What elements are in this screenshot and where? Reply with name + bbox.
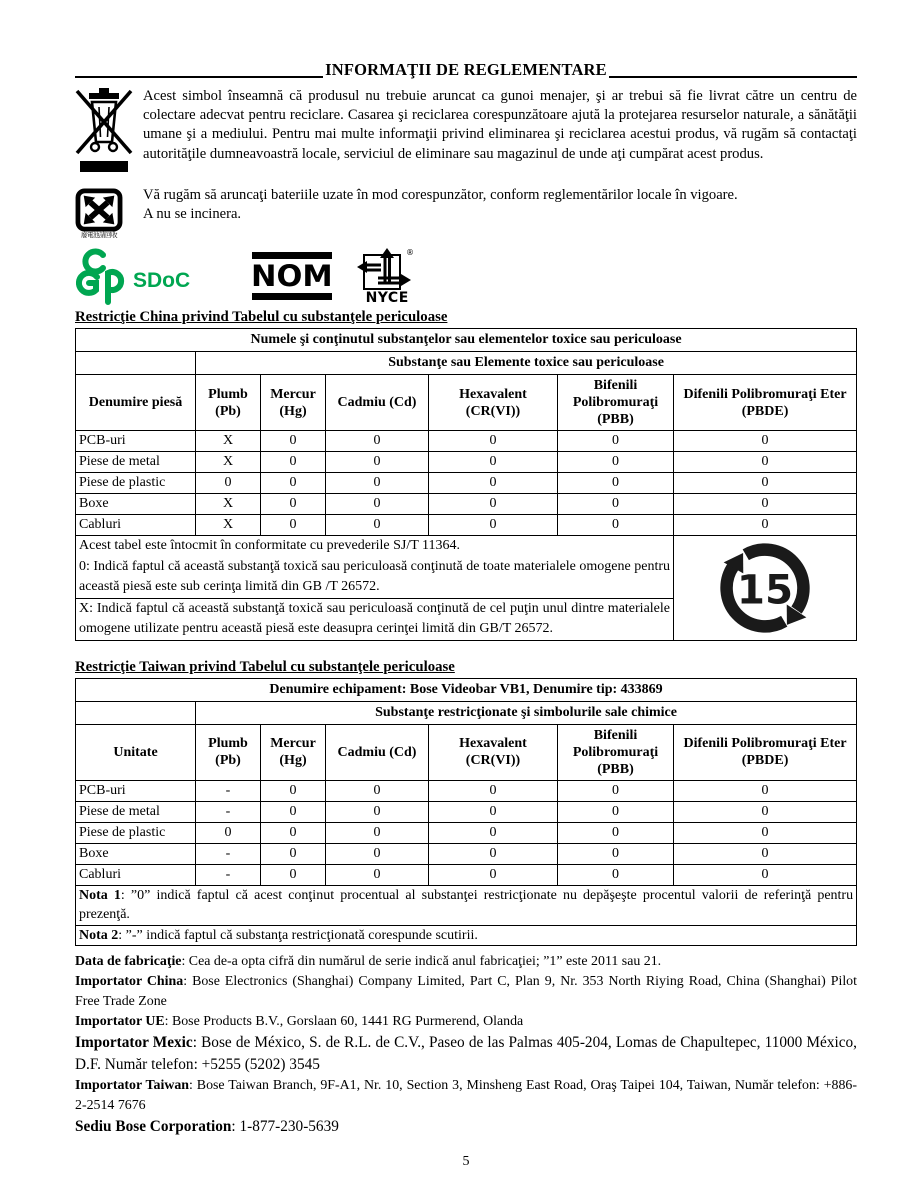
table-cell: 0: [558, 473, 674, 494]
nota2-text: : ”-” indică faptul că substanţa restricţionată corespunde scutirii.: [118, 927, 478, 943]
battery-line-1: Vă rugăm să aruncaţi bateriile uzate în mod corespunzător, conform reglementărilor locale în vigoare.: [143, 187, 738, 203]
page-number: 5: [462, 1154, 470, 1169]
efup-logo-cell: [674, 536, 857, 641]
table-row: [76, 843, 857, 864]
column-header: Unitate: [76, 724, 196, 780]
china-table-subtitle: Substanţe sau Elemente toxice sau periculoase: [196, 352, 857, 375]
table-cell: 0: [429, 801, 558, 822]
table-cell: 0: [429, 431, 558, 452]
column-header: Plumb (Pb): [196, 375, 261, 431]
empty-cell: [76, 701, 196, 724]
column-header: Mercur (Hg): [261, 375, 326, 431]
table-cell: X: [196, 431, 261, 452]
table-cell: 0: [326, 473, 429, 494]
row-label: Piese de plastic: [76, 822, 196, 843]
table-cell: 0: [558, 494, 674, 515]
bose-hq-line: [75, 1116, 857, 1138]
empty-cell: [76, 352, 196, 375]
entry-text: : Bose Products B.V., Gorslaan 60, 1441 RG Purmerend, Olanda: [164, 1014, 524, 1029]
table-cell: X: [196, 452, 261, 473]
column-header: Hexavalent (CR(VI)): [429, 724, 558, 780]
entry-text: : Bose Taiwan Branch, 9F-A1, Nr. 10, Section 3, Minsheng East Road, Oraş Taipei 104, Taiwan, Număr telefon: +886-2-2514 7676: [75, 1078, 857, 1113]
table-cell: 0: [558, 431, 674, 452]
entry-text: : Bose Electronics (Shanghai) Company Limited, Part C, Plan 9, Nr. 353 North Riying Road, China (Shanghai) Pilot Free Trade Zone: [75, 974, 857, 1009]
china-table-heading: Restricţie China privind Tabelul cu substanţele periculoase: [75, 309, 448, 325]
china-table-title: Numele şi conţinutul substanţelor sau elementelor toxice sau periculoase: [76, 329, 857, 352]
nyce-logo: [354, 247, 420, 305]
sdoc-logo: [75, 247, 190, 305]
column-header: Hexavalent (CR(VI)): [429, 375, 558, 431]
column-header: Plumb (Pb): [196, 724, 261, 780]
china-rohs-15-icon: [677, 538, 853, 638]
nota1-text: : ”0” indică faptul că acest conţinut procentual al substanţei restricţionate nu depăşeşte procentul valorii de referinţă pentru prezenţă.: [79, 887, 854, 922]
sdoc-label: SDoC: [133, 269, 191, 292]
table-cell: X: [196, 494, 261, 515]
table-cell: -: [196, 801, 261, 822]
china-note-top: Acest tabel este întocmit în conformitate cu prevederile SJ/T 11364.: [79, 538, 461, 553]
taiwan-nota2-cell: [76, 925, 857, 946]
table-row: [76, 678, 857, 701]
table-row: [76, 701, 857, 724]
column-header: Bifenili Polibromuraţi (PBB): [558, 375, 674, 431]
table-cell: 0: [674, 822, 857, 843]
battery-paragraph: [143, 186, 857, 239]
table-cell: 0: [429, 822, 558, 843]
nyce-mark-icon: [354, 247, 420, 291]
table-header-row: [76, 375, 857, 431]
entry-label: Data de fabricaţie: [75, 954, 182, 969]
importer-eu-line: [75, 1012, 857, 1032]
table-cell: 0: [674, 801, 857, 822]
nota1-label: Nota 1: [79, 887, 121, 903]
table-cell: 0: [429, 843, 558, 864]
table-cell: -: [196, 843, 261, 864]
nom-label: NOM: [251, 259, 334, 293]
column-header: Difenili Polibromuraţi Eter (PBDE): [674, 724, 857, 780]
taiwan-table-heading: Restricţie Taiwan privind Tabelul cu substanţele periculoase: [75, 658, 455, 675]
table-row: [76, 801, 857, 822]
table-cell: 0: [674, 843, 857, 864]
table-row: [76, 431, 857, 452]
weee-crossed-out-bin-icon: [75, 87, 143, 183]
table-cell: 0: [326, 822, 429, 843]
table-cell: 0: [558, 515, 674, 536]
column-header: Denumire piesă: [76, 375, 196, 431]
table-cell: 0: [261, 801, 326, 822]
table-cell: 0: [674, 780, 857, 801]
table-cell: 0: [261, 452, 326, 473]
row-label: Boxe: [76, 494, 196, 515]
column-header: Cadmiu (Cd): [326, 724, 429, 780]
table-cell: 0: [326, 515, 429, 536]
column-header: Cadmiu (Cd): [326, 375, 429, 431]
taiwan-table-body: [76, 780, 857, 885]
table-cell: 0: [261, 780, 326, 801]
entry-text: : Bose de México, S. de R.L. de C.V., Paseo de las Palmas 405-204, Lomas de Chapultepec, 11000 México, D.F. Număr telefon: +5255 (5202) 3545: [75, 1034, 857, 1073]
table-cell: 0: [429, 473, 558, 494]
table-cell: 0: [326, 431, 429, 452]
table-cell: 0: [429, 494, 558, 515]
china-substances-table: [75, 328, 857, 641]
table-note-row: [76, 925, 857, 946]
importer-taiwan-line: [75, 1076, 857, 1116]
china-note-zero: 0: Indică faptul că această substanţă toxică sau periculoasă conţinută de toate materialele omogene pentru această piesă este sub cerinţa limită din GB /T 26572.: [79, 558, 670, 594]
table-cell: 0: [196, 822, 261, 843]
title-underscore-right: [609, 76, 857, 78]
battery-line-2: A nu se incinera.: [143, 206, 242, 223]
entry-text: : Cea de-a opta cifră din numărul de serie indică anul fabricaţiei; ”1” este 2011 sau 21.: [181, 954, 662, 969]
table-cell: 0: [429, 452, 558, 473]
nyce-reg-mark: ®: [406, 248, 415, 257]
importer-mexico-line: [75, 1032, 857, 1076]
entry-label: Importator Mexic: [75, 1034, 193, 1051]
column-header: Bifenili Polibromuraţi (PBB): [558, 724, 674, 780]
table-cell: 0: [558, 822, 674, 843]
row-label: Boxe: [76, 843, 196, 864]
table-cell: 0: [261, 864, 326, 885]
taiwan-table-title: Denumire echipament: Bose Videobar VB1, Denumire tip: 433869: [76, 678, 857, 701]
table-cell: 0: [558, 452, 674, 473]
table-cell: 0: [558, 801, 674, 822]
table-cell: X: [196, 515, 261, 536]
entry-text: : 1-877-230-5639: [231, 1118, 339, 1135]
row-label: Cabluri: [76, 864, 196, 885]
table-cell: 0: [196, 473, 261, 494]
nom-logo: [252, 252, 332, 300]
table-cell: 0: [558, 843, 674, 864]
table-cell: 0: [261, 473, 326, 494]
table-row: [76, 864, 857, 885]
row-label: Piese de plastic: [76, 473, 196, 494]
battery-icon-column: [75, 186, 143, 239]
table-cell: 0: [674, 494, 857, 515]
table-header-row: [76, 724, 857, 780]
table-cell: -: [196, 780, 261, 801]
weee-section: [75, 87, 857, 183]
svg-text:15: 15: [736, 566, 794, 614]
importer-china-line: [75, 972, 857, 1012]
sdoc-green-mark-icon: [75, 247, 127, 305]
battery-section: [75, 186, 857, 239]
entry-label: Importator Taiwan: [75, 1078, 190, 1093]
nota2-label: Nota 2: [79, 927, 119, 943]
taiwan-nota1-cell: [76, 885, 857, 925]
table-cell: 0: [558, 780, 674, 801]
row-label: PCB-uri: [76, 431, 196, 452]
table-cell: 0: [674, 473, 857, 494]
entry-label: Importator UE: [75, 1014, 165, 1029]
china-note-x-cell: X: Indică faptul că această substanţă toxică sau periculoasă conţinută de cel puţin unul dintre materialele omogene utilizate pentru această piesă este deasupra cerinţei limită din GB/T 26572.: [76, 598, 674, 640]
table-cell: -: [196, 864, 261, 885]
row-label: Piese de metal: [76, 452, 196, 473]
table-cell: 0: [558, 864, 674, 885]
table-cell: 0: [261, 515, 326, 536]
table-row: [76, 452, 857, 473]
table-cell: 0: [261, 494, 326, 515]
table-cell: 0: [326, 864, 429, 885]
table-cell: 0: [429, 780, 558, 801]
table-cell: 0: [674, 431, 857, 452]
battery-recycling-icon: [75, 188, 143, 232]
china-note-cell: [76, 536, 674, 599]
china-table-body: [76, 431, 857, 536]
table-cell: 0: [674, 452, 857, 473]
column-header: Mercur (Hg): [261, 724, 326, 780]
table-row: [76, 780, 857, 801]
row-label: Piese de metal: [76, 801, 196, 822]
page-title: INFORMAŢII DE REGLEMENTARE: [325, 60, 607, 79]
taiwan-table-subtitle: Substanţe restricţionate şi simbolurile sale chimice: [196, 701, 857, 724]
table-row: [76, 822, 857, 843]
entry-label: Importator China: [75, 974, 184, 989]
table-row: [76, 473, 857, 494]
taiwan-substances-table: [75, 678, 857, 947]
table-cell: 0: [674, 515, 857, 536]
table-cell: 0: [674, 864, 857, 885]
table-cell: 0: [326, 801, 429, 822]
table-row: [76, 515, 857, 536]
table-cell: 0: [261, 822, 326, 843]
table-note-row: [76, 885, 857, 925]
column-header: Difenili Polibromuraţi Eter (PBDE): [674, 375, 857, 431]
row-label: PCB-uri: [76, 780, 196, 801]
row-label: Cabluri: [76, 515, 196, 536]
certification-logos-row: [75, 247, 857, 305]
table-cell: 0: [326, 843, 429, 864]
table-cell: 0: [429, 864, 558, 885]
table-cell: 0: [261, 843, 326, 864]
table-note-row: [76, 536, 857, 599]
nyce-label: NYCE: [365, 290, 409, 306]
table-row: [76, 352, 857, 375]
battery-icon-caption: 廢電池請回收: [81, 232, 117, 239]
table-cell: 0: [429, 515, 558, 536]
entry-label: Sediu Bose Corporation: [75, 1118, 232, 1135]
table-cell: 0: [326, 494, 429, 515]
table-cell: 0: [261, 431, 326, 452]
table-cell: 0: [326, 452, 429, 473]
manufacture-date-line: [75, 952, 857, 972]
title-underscore-left: [75, 76, 323, 78]
weee-icon-column: [75, 87, 143, 183]
page-title-row: [75, 58, 857, 80]
table-row: [76, 329, 857, 352]
weee-paragraph: Acest simbol înseamnă că produsul nu trebuie aruncat ca gunoi menajer, şi ar trebui să fie livrat către un centru de colectare adecvat pentru reciclare. Casarea şi reciclarea corespunzătoare ajută la protejarea resurselor naturale, a sănătăţii umane şi a mediului. Pentru mai multe informaţii privind eliminarea şi reciclarea acestui produs, vă rugăm să contactaţi autorităţile dumneavoastră locale, serviciul de eliminare sau magazinul de unde aţi cumpărat acest produs.: [143, 88, 857, 162]
table-row: [76, 494, 857, 515]
table-cell: 0: [326, 780, 429, 801]
footer-info: [75, 952, 857, 1138]
